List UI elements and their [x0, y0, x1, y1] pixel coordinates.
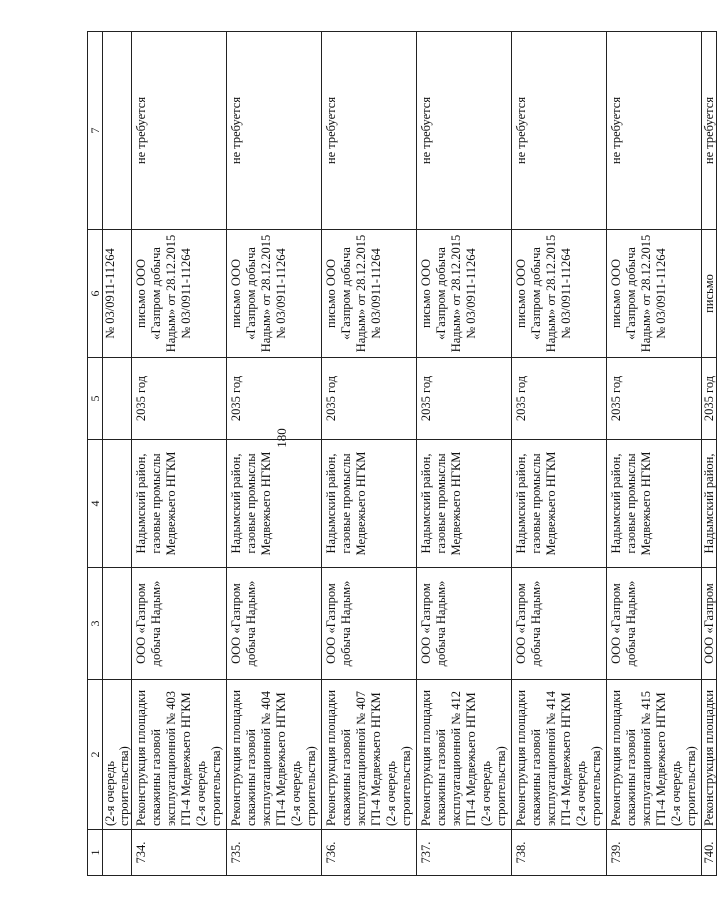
page-number: 180 — [274, 428, 289, 448]
object-name-cell: Реконструкция площадки скважины газовой эксплуатационной № 404 ГП-4 Медвежьего НГКМ (2-я очередь строительства) — [227, 680, 322, 830]
document-cell: письмо ООО «Газпром добыча Надым» от 28.12.2015 № 03/0911-11264 — [512, 230, 607, 358]
document-cell: письмо ООО «Газпром добыча Надым» от 28.12.2015 № 03/0911-11264 — [322, 230, 417, 358]
column-header: 1 — [88, 830, 103, 876]
row-number-cell: 737. — [417, 830, 512, 876]
row-number-cell: 735. — [227, 830, 322, 876]
table-cell — [103, 358, 132, 440]
document-cell: письмо ООО «Газпром добыча Надым» от 28.12.2015 № 03/0911-11264 — [417, 230, 512, 358]
note-cell: не требуется — [417, 32, 512, 230]
note-cell: не требуется — [607, 32, 702, 230]
table-cell — [103, 568, 132, 680]
year-cell: 2035 год — [322, 358, 417, 440]
column-header-row — [88, 32, 103, 876]
location-cell: Надымский район, газовые промыслы Медвежьего НГКМ — [227, 440, 322, 568]
document-cell: письмо ООО «Газпром добыча Надым» от 28.12.2015 № 03/0911-11264 — [227, 230, 322, 358]
column-header: 5 — [88, 358, 103, 440]
year-cell: 2035 год — [227, 358, 322, 440]
rotated-table-frame — [87, 32, 716, 876]
note-cell: не требуется — [227, 32, 322, 230]
object-name-cell: Реконструкция площадки скважины газовой эксплуатационной № 414 ГП-4 Медвежьего НГКМ (2-я очередь строительства) — [512, 680, 607, 830]
column-header: 6 — [88, 230, 103, 358]
note-cell: не требуется — [322, 32, 417, 230]
organization-cell: ООО «Газпром — [702, 568, 717, 680]
organization-cell: ООО «Газпром добыча Надым» — [322, 568, 417, 680]
table-cell — [103, 440, 132, 568]
year-cell: 2035 год — [512, 358, 607, 440]
table-row — [417, 32, 512, 876]
organization-cell: ООО «Газпром добыча Надым» — [607, 568, 702, 680]
column-header: 2 — [88, 680, 103, 830]
row-number-cell: 740. — [702, 830, 717, 876]
year-cell: 2035 год — [702, 358, 717, 440]
organization-cell: ООО «Газпром добыча Надым» — [227, 568, 322, 680]
document-cell: письмо ООО «Газпром добыча Надым» от 28.12.2015 № 03/0911-11264 — [607, 230, 702, 358]
table-row — [322, 32, 417, 876]
table-row — [512, 32, 607, 876]
column-header: 7 — [88, 32, 103, 230]
object-name-cell: Реконструкция площадки скважины газовой эксплуатационной № 415 ГП-4 Медвежьего НГКМ (2-я очередь строительства) — [607, 680, 702, 830]
data-table — [87, 31, 717, 876]
location-cell: Надымский район, газовые промыслы Медвежьего НГКМ — [417, 440, 512, 568]
row-number-cell: 739. — [607, 830, 702, 876]
location-cell: Надымский район, — [702, 440, 717, 568]
object-name-cell: Реконструкция площадки скважины газовой эксплуатационной № 407 ГП-4 Медвежьего НГКМ (2-я очередь строительства) — [322, 680, 417, 830]
location-cell: Надымский район, газовые промыслы Медвежьего НГКМ — [512, 440, 607, 568]
document-sheet — [87, 32, 716, 876]
table-cell — [103, 32, 132, 230]
table-row — [607, 32, 702, 876]
table-row — [227, 32, 322, 876]
object-name-cell: (2-я очередь строительства) — [103, 680, 132, 830]
object-name-cell: Реконструкция площадки скважины газовой эксплуатационной № 403 ГП-4 Медвежьего НГКМ (2-я очередь строительства) — [132, 680, 227, 830]
document-cell: письмо ООО «Газпром добыча Надым» от 28.12.2015 № 03/0911-11264 — [132, 230, 227, 358]
table-row — [702, 32, 717, 876]
row-number-cell: 738. — [512, 830, 607, 876]
object-name-cell: Реконструкция площадки скважины газовой эксплуатационной № 412 ГП-4 Медвежьего НГКМ (2-я очередь строительства) — [417, 680, 512, 830]
column-header: 4 — [88, 440, 103, 568]
year-cell: 2035 год — [417, 358, 512, 440]
row-number-cell: 734. — [132, 830, 227, 876]
location-cell: Надымский район, газовые промыслы Медвежьего НГКМ — [607, 440, 702, 568]
organization-cell: ООО «Газпром добыча Надым» — [132, 568, 227, 680]
note-cell: не требуется — [702, 32, 717, 230]
note-cell: не требуется — [512, 32, 607, 230]
object-name-cell: Реконструкция площадки — [702, 680, 717, 830]
column-header: 3 — [88, 568, 103, 680]
organization-cell: ООО «Газпром добыча Надым» — [512, 568, 607, 680]
row-number-cell: 736. — [322, 830, 417, 876]
table-row — [132, 32, 227, 876]
document-cell: № 03/0911-11264 — [103, 230, 132, 358]
table-cell — [103, 830, 132, 876]
location-cell: Надымский район, газовые промыслы Медвежьего НГКМ — [132, 440, 227, 568]
organization-cell: ООО «Газпром добыча Надым» — [417, 568, 512, 680]
location-cell: Надымский район, газовые промыслы Медвежьего НГКМ — [322, 440, 417, 568]
year-cell: 2035 год — [607, 358, 702, 440]
continuation-row — [103, 32, 132, 876]
table-body — [132, 32, 702, 876]
note-cell: не требуется — [132, 32, 227, 230]
document-cell: письмо — [702, 230, 717, 358]
year-cell: 2035 год — [132, 358, 227, 440]
